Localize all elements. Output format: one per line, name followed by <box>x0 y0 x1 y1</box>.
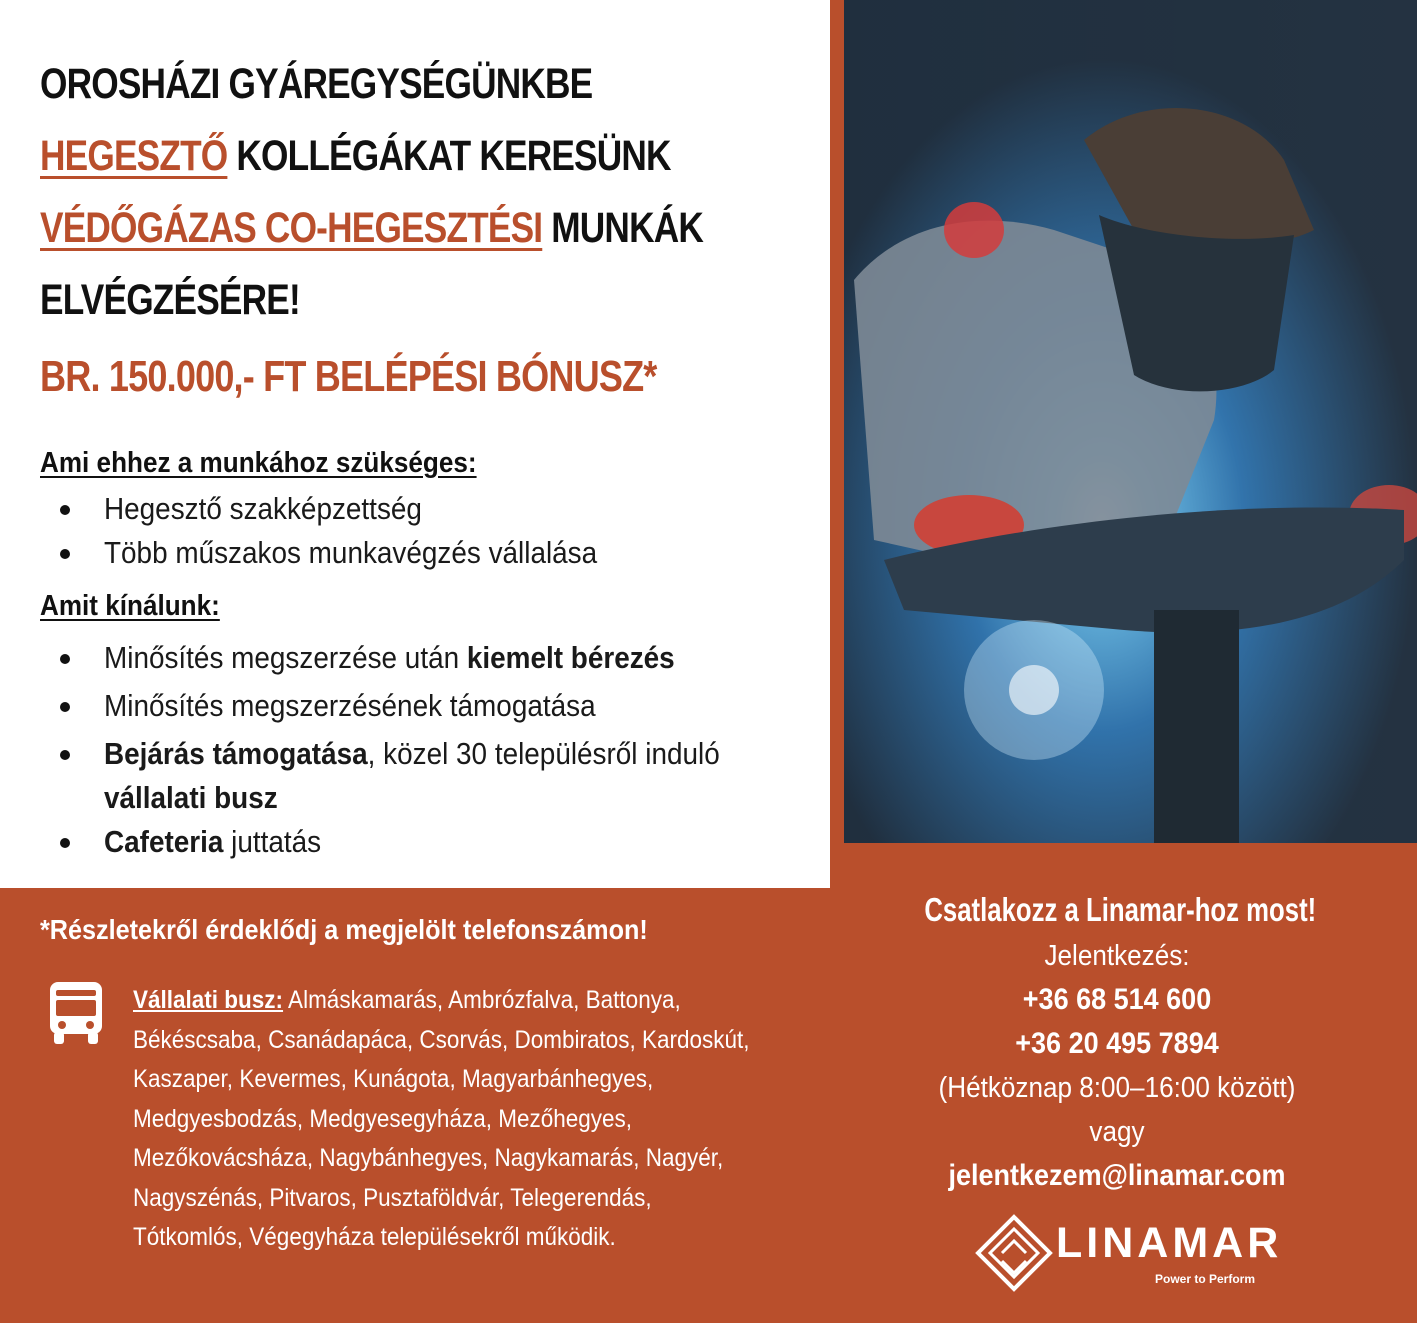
requirements-title: Ami ehhez a munkához szükséges: <box>40 447 477 479</box>
bus-label: Vállalati busz: <box>133 986 284 1014</box>
cta-title: Csatlakozz a Linamar-hoz most! <box>924 891 1317 928</box>
logo-tagline: Power to Perform <box>1155 1272 1256 1286</box>
headline-line-3 <box>40 192 819 264</box>
bonus-text: BR. 150.000,- FT BELÉPÉSI BÓNUSZ* <box>40 352 657 401</box>
list-item: Több műszakos munkavégzés vállalása <box>58 531 818 575</box>
headline-line-1: OROSHÁZI GYÁREGYSÉGÜNKBE <box>40 60 593 108</box>
or-text: vagy <box>1089 1116 1145 1148</box>
footnote: *Részletekről érdeklődj a megjelölt telefonszámon! <box>40 914 648 945</box>
offer-list <box>58 636 818 864</box>
bus-routes <box>133 981 763 1258</box>
phone-2[interactable]: +36 20 495 7894 <box>1015 1027 1219 1060</box>
email-link[interactable]: jelentkezem@linamar.com <box>948 1159 1286 1192</box>
requirements-list <box>58 487 818 575</box>
list-item: Cafeteria juttatás <box>58 820 818 864</box>
phone-1[interactable]: +36 68 514 600 <box>1022 983 1212 1016</box>
headline-line-2-rest: KOLLÉGÁKAT KERESÜNK <box>227 132 671 180</box>
linamar-diamond-icon <box>974 1213 1054 1293</box>
apply-label: Jelentkezés: <box>1044 940 1190 972</box>
bus-icon <box>46 980 106 1046</box>
headline-line-3-rest: MUNKÁK <box>542 204 704 252</box>
list-item: Hegesztő szakképzettség <box>58 487 818 531</box>
list-item: Minősítés megszerzésének támogatása <box>58 684 818 728</box>
headline <box>40 48 819 336</box>
headline-line-4: ELVÉGZÉSÉRE! <box>40 276 300 324</box>
photo-frame <box>830 0 1417 888</box>
headline-line-2 <box>40 120 819 192</box>
headline-accent-co-welding: VÉDŐGÁZAS CO-HEGESZTÉSI <box>40 204 543 252</box>
offer-title: Amit kínálunk: <box>40 590 220 622</box>
office-hours: (Hétköznap 8:00–16:00 között) <box>938 1072 1296 1104</box>
bus-towns: Almáskamarás, Ambrózfalva, Battonya, Békéscsaba, Csanádapáca, Csorvás, Dombiratos, Kardoskút, Kaszaper, Kevermes, Kunágota, Magyarbánhegyes, Medgyesbodzás, Medgyesegyháza, Mezőhegyes, Mezőkovácsháza, Nagybánhegyes, Nagykamarás, Nagyér, Nagyszénás, Pitvaros, Pusztaföldvár, Telegerendás, Tótkomlós, Végegyháza településekről működik. <box>133 986 750 1251</box>
linamar-logo <box>974 1213 1283 1293</box>
contact-block <box>870 886 1364 1198</box>
list-item: Bejárás támogatása, közel 30 településről induló vállalati busz <box>58 732 818 820</box>
headline-accent-welder: HEGESZTŐ <box>40 132 228 180</box>
logo-wordmark: LINAMAR <box>1056 1219 1283 1267</box>
welder-photo <box>844 0 1417 843</box>
list-item: Minősítés megszerzése után kiemelt bérezés <box>58 636 818 680</box>
